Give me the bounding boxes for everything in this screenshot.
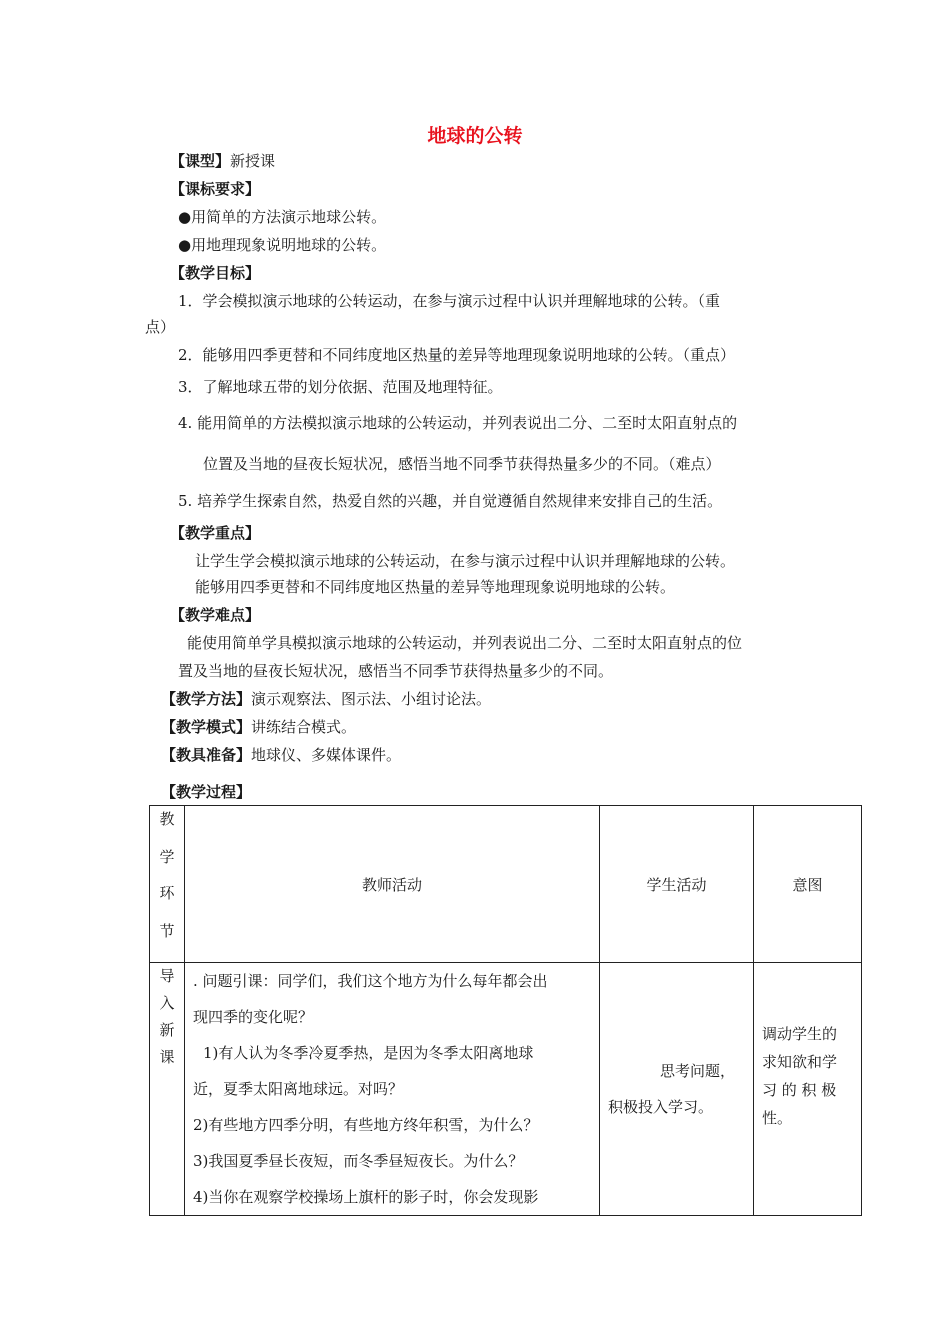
header-intent-cell: 意图 [754, 806, 862, 963]
teacher-activity-line: 近，夏季太阳离地球远。对吗？ [193, 1080, 404, 1098]
table-header-row [150, 806, 862, 963]
teacher-activity-line: . 问题引课：同学们，我们这个地方为什么每年都会出 [193, 972, 548, 990]
objective-item: 3．了解地球五带的划分依据、范围及地理特征。 [178, 378, 503, 396]
stage-cell [150, 963, 185, 1216]
difficulty-item: 能使用简单学具模拟演示地球的公转运动，并列表说出二分、二至时太阳直射点的位 [187, 634, 743, 652]
standards-label: 【课标要求】 [170, 180, 261, 198]
teacher-activity-line: 3)我国夏季昼长夜短，而冬季昼短夜长。为什么？ [193, 1152, 524, 1170]
student-activity-cell [600, 963, 754, 1216]
process-label: 【教学过程】 [161, 783, 252, 801]
table-row [150, 963, 862, 1216]
standards-item: ●用地理现象说明地球的公转。 [178, 236, 387, 254]
mode-label: 【教学模式】 [161, 718, 252, 736]
objective-item: 4. 能用简单的方法模拟演示地球的公转运动，并列表说出二分、二至时太阳直射点的 [178, 414, 738, 432]
key-point-item: 能够用四季更替和不同纬度地区热量的差异等地理现象说明地球的公转。 [195, 578, 676, 596]
header-stage-char: 教 [159, 810, 175, 828]
stage-char: 新 [159, 1021, 175, 1039]
teacher-activity-cell [185, 963, 600, 1216]
teaching-process-table [149, 805, 862, 1216]
difficulties-label: 【教学难点】 [170, 606, 261, 624]
intent-line: 求知欲和学 [762, 1053, 838, 1071]
stage-char: 课 [159, 1048, 175, 1066]
header-stage-cell [150, 806, 185, 963]
header-student-cell: 学生活动 [600, 806, 754, 963]
intent-line: 调动学生的 [762, 1025, 838, 1043]
key-points-label: 【教学重点】 [170, 524, 261, 542]
mode-value: 讲练结合模式。 [251, 718, 357, 736]
tools-line [161, 745, 401, 765]
objective-item: 2．能够用四季更替和不同纬度地区热量的差异等地理现象说明地球的公转。（重点） [178, 346, 736, 364]
teacher-activity-line: 2)有些地方四季分明，有些地方终年积雪，为什么？ [193, 1116, 539, 1134]
methods-line [161, 689, 491, 709]
difficulty-item: 置及当地的昼夜长短状况，感悟当不同季节获得热量多少的不同。 [178, 662, 614, 680]
objective-item: 5. 培养学生探索自然，热爱自然的兴趣，并自觉遵循自然规律来安排自己的生活。 [178, 492, 723, 510]
stage-char: 导 [159, 967, 175, 985]
course-type-line [170, 151, 275, 171]
header-stage-char: 学 [159, 848, 175, 866]
methods-value: 演示观察法、图示法、小组讨论法。 [251, 690, 492, 708]
intent-line: 性。 [762, 1109, 793, 1127]
tools-label: 【教具准备】 [161, 746, 252, 764]
methods-label: 【教学方法】 [161, 690, 252, 708]
objective-item: 点） [145, 318, 176, 336]
teacher-activity-line: 4)当你在观察学校操场上旗杆的影子时，你会发现影 [193, 1188, 539, 1206]
student-activity-line: 积极投入学习。 [608, 1098, 714, 1116]
header-stage-char: 环 [159, 884, 175, 902]
course-type-label: 【课型】 [170, 152, 231, 170]
student-activity-line: 思考问题， [660, 1062, 736, 1080]
intent-line: 习 的 积 极 [762, 1081, 837, 1099]
intent-cell [754, 963, 862, 1216]
objective-item: 位置及当地的昼夜长短状况，感悟当地不同季节获得热量多少的不同。（难点） [203, 455, 721, 473]
teacher-activity-line: 现四季的变化呢？ [193, 1008, 314, 1026]
standards-item: ●用简单的方法演示地球公转。 [178, 208, 387, 226]
header-stage-char: 节 [159, 922, 175, 940]
objectives-label: 【教学目标】 [170, 264, 261, 282]
teacher-activity-line: 1)有人认为冬季冷夏季热，是因为冬季太阳离地球 [203, 1044, 534, 1062]
header-teacher-cell: 教师活动 [185, 806, 600, 963]
page-title: 地球的公转 [427, 125, 523, 147]
tools-value: 地球仪、多媒体课件。 [251, 746, 402, 764]
stage-char: 入 [159, 994, 175, 1012]
key-point-item: 让学生学会模拟演示地球的公转运动，在参与演示过程中认识并理解地球的公转。 [195, 552, 736, 570]
mode-line [161, 717, 356, 737]
objective-item: 1．学会模拟演示地球的公转运动，在参与演示过程中认识并理解地球的公转。（重 [178, 292, 721, 310]
course-type-value: 新授课 [230, 152, 276, 170]
